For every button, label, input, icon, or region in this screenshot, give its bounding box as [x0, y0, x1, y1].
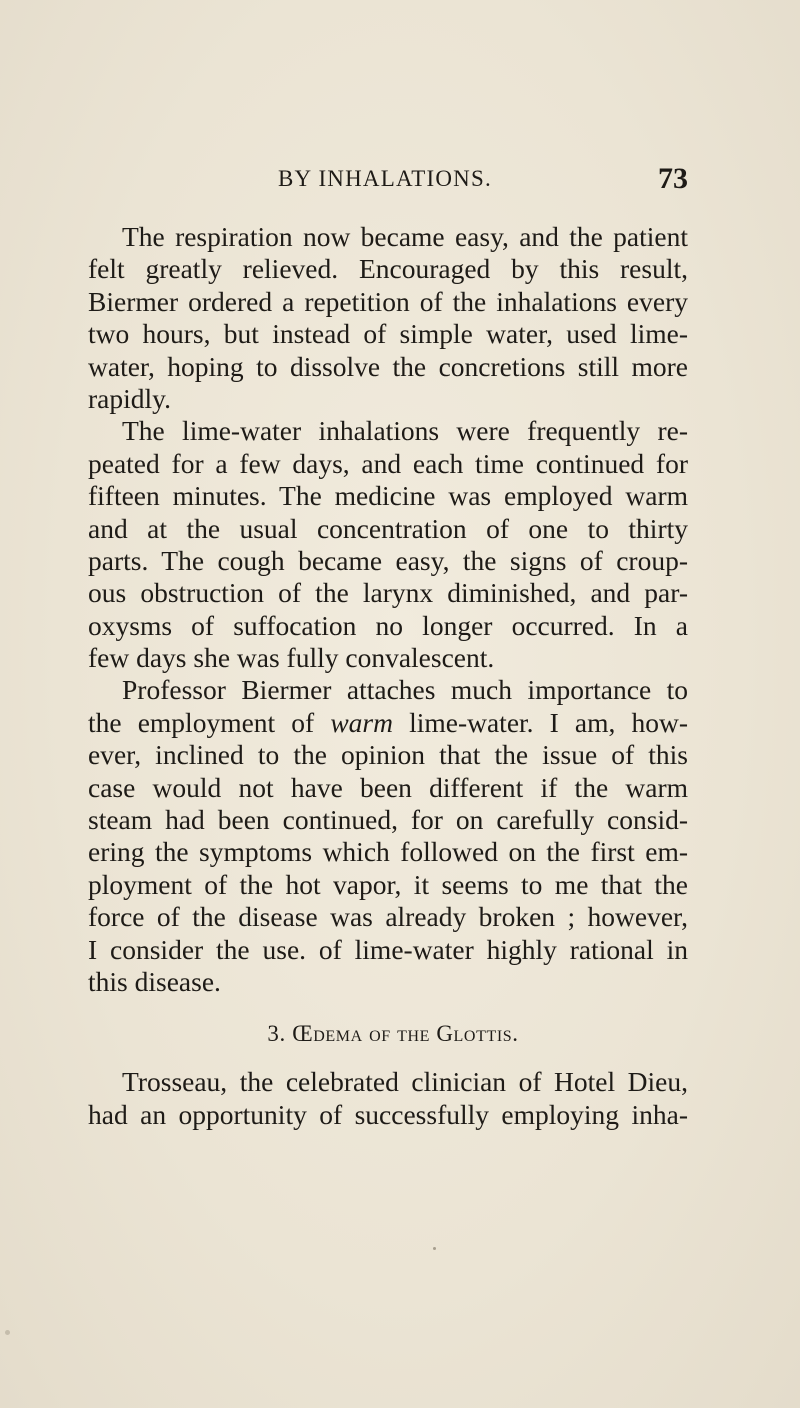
- text-line: parts. The cough became easy, the signs of croup-: [88, 544, 688, 576]
- text-fragment: the employment of: [88, 706, 331, 738]
- paper-speck: [5, 1330, 10, 1335]
- text-line: ployment of the hot vapor, it seems to me that the: [88, 868, 688, 900]
- text-line: Trosseau, the celebrated clinician of Hotel Dieu,: [122, 1066, 688, 1098]
- paper-speck: [433, 1247, 436, 1250]
- text-line: ering the symptoms which followed on the first em-: [88, 836, 688, 868]
- text-line-with-emphasis: [88, 707, 688, 739]
- paragraph-4: [88, 1066, 688, 1131]
- running-head: [88, 162, 688, 198]
- text-line: Professor Biermer attaches much importance to: [122, 674, 688, 706]
- text-line: oxysms of suffocation no longer occurred. In a: [88, 609, 688, 641]
- text-line: peated for a few days, and each time continued for: [88, 447, 688, 479]
- paragraph-1: [88, 221, 688, 415]
- section-number: 3.: [267, 1021, 286, 1047]
- emphasis-warm: warm: [330, 706, 393, 738]
- text-line: fifteen minutes. The medicine was employed warm: [88, 480, 688, 512]
- text-line: ever, inclined to the opinion that the issue of this: [88, 739, 688, 771]
- text-line: two hours, but instead of simple water, used lime-: [88, 318, 688, 350]
- text-line: I consider the use. of lime-water highly rational in: [88, 933, 688, 965]
- section-heading: [88, 1018, 688, 1048]
- text-line: The lime-water inhalations were frequently re-: [122, 415, 688, 447]
- text-line: felt greatly relieved. Encouraged by this result,: [88, 253, 688, 285]
- text-line: this disease.: [88, 965, 221, 997]
- text-line: had an opportunity of successfully employing inha-: [88, 1098, 688, 1130]
- section-title: Œdema of the Glottis.: [292, 1021, 519, 1047]
- text-line: water, hoping to dissolve the concretions still more: [88, 350, 688, 382]
- text-line: case would not have been different if the warm: [88, 771, 688, 803]
- running-head-title: BY INHALATIONS.: [278, 166, 492, 191]
- paragraph-2: [88, 415, 688, 674]
- text-fragment: lime-water. I am, how-: [392, 706, 689, 738]
- paragraph-3: [88, 674, 688, 998]
- body-text: [88, 221, 688, 1131]
- text-line: steam had been continued, for on carefully consid-: [88, 804, 688, 836]
- text-line: and at the usual concentration of one to thirty: [88, 512, 688, 544]
- text-line: few days she was fully convalescent.: [88, 642, 495, 674]
- text-line: rapidly.: [88, 382, 171, 414]
- text-line: The respiration now became easy, and the patient: [122, 221, 688, 252]
- page-number: 73: [658, 162, 688, 195]
- text-line: force of the disease was already broken ; however,: [88, 901, 688, 933]
- text-line: Biermer ordered a repetition of the inhalations every: [88, 285, 688, 317]
- text-line: ous obstruction of the larynx diminished, and par-: [88, 577, 688, 609]
